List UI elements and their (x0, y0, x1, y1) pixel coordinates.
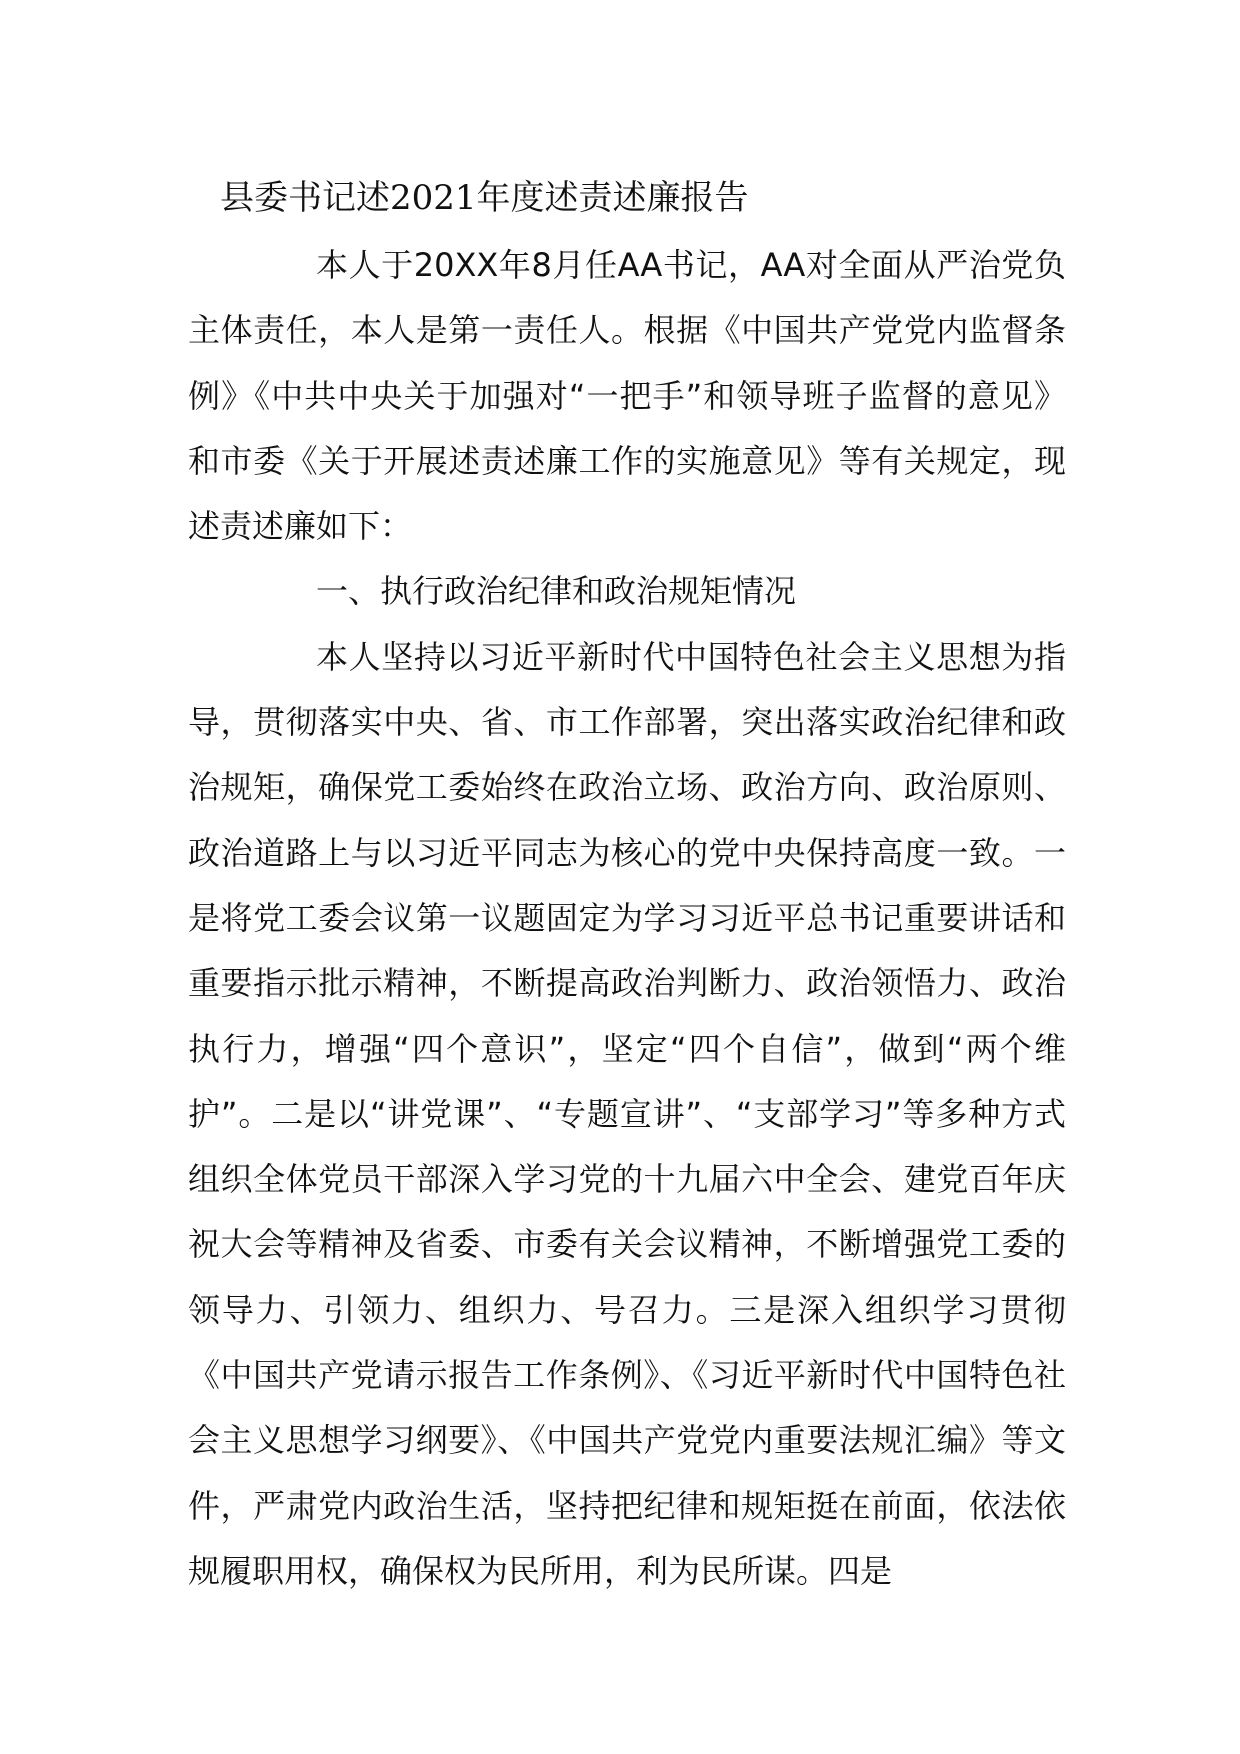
document-body (188, 233, 1066, 1604)
document-title: 县委书记述2021年度述责述廉报告 (220, 178, 749, 218)
intro-paragraph: 本人于20XX年8月任AA书记，AA对全面从严治党负主体责任，本人是第一责任人。根据《中国共产党党内监督条例》《中共中央关于加强对“一把手”和领导班子监督的意见》和市委《关于开展述责述廉工作的实施意见》等有关规定，现述责述廉如下： (188, 246, 1066, 546)
section-1-paragraph: 本人坚持以习近平新时代中国特色社会主义思想为指导，贯彻落实中央、省、市工作部署，突出落实政治纪律和政治规矩，确保党工委始终在政治立场、政治方向、政治原则、政治道路上与以习近平同志为核心的党中央保持高度一致。一是将党工委会议第一议题固定为学习习近平总书记重要讲话和重要指示批示精神，不断提高政治判断力、政治领悟力、政治执行力，增强“四个意识”，坚定“四个自信”，做到“两个维护”。二是以“讲党课”、“专题宣讲”、“支部学习”等多种方式组织全体党员干部深入学习党的十九届六中全会、建党百年庆祝大会等精神及省委、市委有关会议精神，不断增强党工委的领导力、引领力、组织力、号召力。三是深入组织学习贯彻《中国共产党请示报告工作条例》、《习近平新时代中国特色社会主义思想学习纲要》、《中国共产党党内重要法规汇编》等文件，严肃党内政治生活，坚持把纪律和规矩挺在前面，依法依规履职用权，确保权为民所用，利为民所谋。四是 (188, 637, 1066, 1590)
section-heading-1: 一、执行政治纪律和政治规矩情况 (316, 572, 797, 611)
